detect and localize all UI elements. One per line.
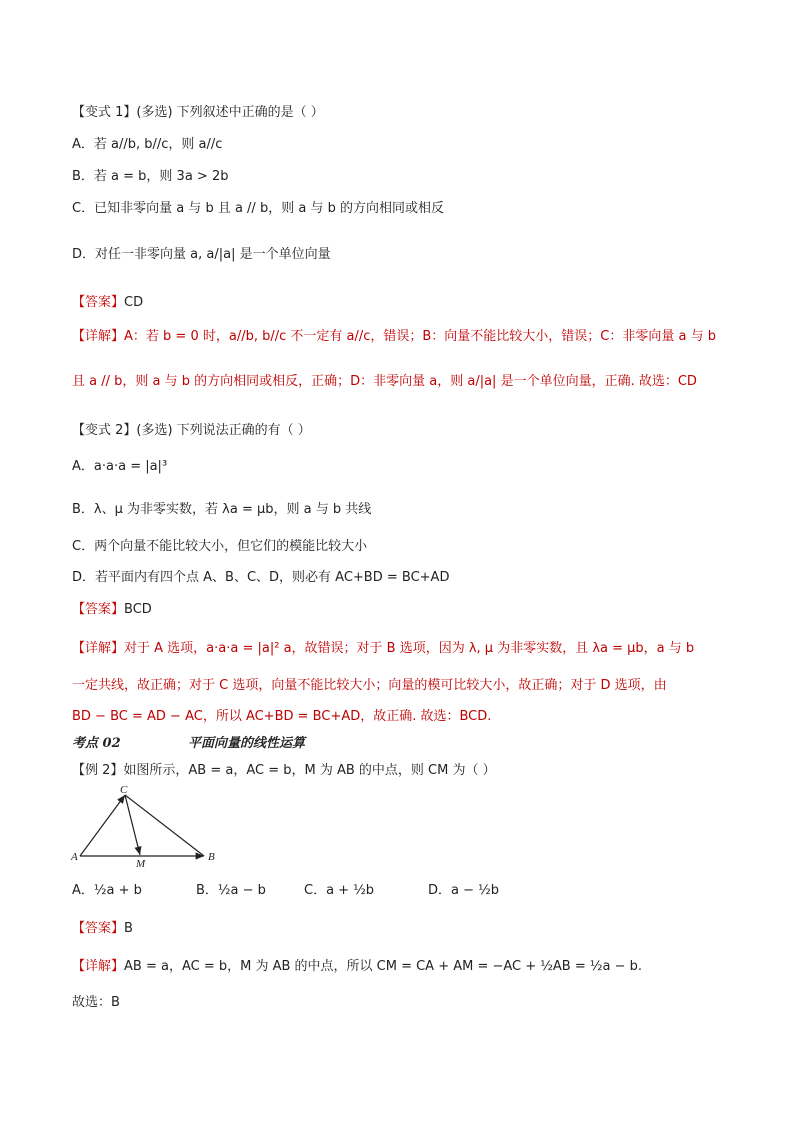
answer-tag: 【答案】	[72, 295, 125, 310]
detail-tag: 【详解】	[72, 641, 125, 656]
detail-text: AB = a，AC = b，M 为 AB 的中点，所以 CM = CA + AM = −AC + ½AB = ½a − b.	[124, 959, 642, 974]
example2-title: 【例 2】如图所示，AB = a，AC = b，M 为 AB 的中点，则 CM 为（ ）	[72, 763, 496, 778]
variant2-detail-line-2: 一定共线，故正确；对于 C 选项，向量不能比较大小；向量的模可比较大小，故正确；对于 D 选项，由	[72, 678, 667, 693]
variant1-title: 【变式 1】(多选) 下列叙述中正确的是（ ）	[72, 105, 324, 120]
segment-ac	[80, 795, 125, 856]
variant2-answer-row	[72, 601, 152, 619]
variant1-detail-line-2: 且 a // b，则 a 与 b 的方向相同或相反，正确；D：非零向量 a，则 a/|a| 是一个单位向量，正确. 故选：CD	[72, 374, 697, 389]
example2-option-d: D．a − ½b	[428, 883, 499, 898]
variant1-option-a: A．若 a//b, b//c，则 a//c	[72, 137, 223, 152]
variant1-answer-row	[72, 294, 143, 312]
example2-option-c: C．a + ½b	[304, 883, 375, 898]
answer-value: BCD	[124, 602, 152, 617]
answer-value: CD	[124, 295, 144, 310]
section-title: 平面向量的线性运算	[188, 736, 306, 751]
label-a: A	[71, 851, 78, 863]
variant2-title: 【变式 2】(多选) 下列说法正确的有（ ）	[72, 423, 311, 438]
detail-text: 对于 A 选项，a·a·a = |a|² a，故错误；对于 B 选项，因为 λ, μ 为非零实数，且 λa = μb，a 与 b	[124, 641, 695, 656]
label-c: C	[120, 784, 128, 796]
segment-cm	[125, 795, 140, 855]
label-m: M	[136, 858, 146, 869]
label-b: B	[208, 851, 215, 863]
detail-text: A：若 b = 0 时，a//b, b//c 不一定有 a//c，错误；B：向量不能比较大小，错误；C：非零向量 a 与 b	[124, 329, 717, 344]
detail-tag: 【详解】	[72, 329, 125, 344]
triangle-figure	[70, 783, 220, 869]
example2-detail-line-1	[72, 958, 642, 976]
detail-tag: 【详解】	[72, 959, 125, 974]
variant1-detail-line-1	[72, 328, 716, 346]
segment-cb	[125, 795, 204, 856]
section-label: 考点 02	[72, 736, 121, 751]
answer-tag: 【答案】	[72, 602, 125, 617]
variant2-option-b: B．λ、μ 为非零实数，若 λa = μb，则 a 与 b 共线	[72, 502, 372, 517]
variant1-option-c: C．已知非零向量 a 与 b 且 a // b，则 a 与 b 的方向相同或相反	[72, 201, 444, 216]
example2-option-a: A．½a + b	[72, 883, 142, 898]
variant2-detail-line-1	[72, 640, 694, 658]
answer-tag: 【答案】	[72, 921, 125, 936]
example2-option-b: B．½a − b	[196, 883, 266, 898]
answer-value: B	[124, 921, 133, 936]
variant2-option-c: C．两个向量不能比较大小，但它们的模能比较大小	[72, 539, 368, 554]
variant2-option-a: A．a·a·a = |a|³	[72, 459, 168, 474]
variant1-option-d: D．对任一非零向量 a, a/|a| 是一个单位向量	[72, 247, 331, 262]
example2-conclusion: 故选：B	[72, 995, 120, 1010]
variant1-option-b: B．若 a = b，则 3a > 2b	[72, 169, 229, 184]
example2-answer-row	[72, 920, 133, 938]
variant2-detail-line-3: BD − BC = AD − AC，所以 AC+BD = BC+AD，故正确. 故选：BCD.	[72, 709, 492, 724]
variant2-option-d: D．若平面内有四个点 A、B、C、D，则必有 AC+BD = BC+AD	[72, 570, 450, 585]
